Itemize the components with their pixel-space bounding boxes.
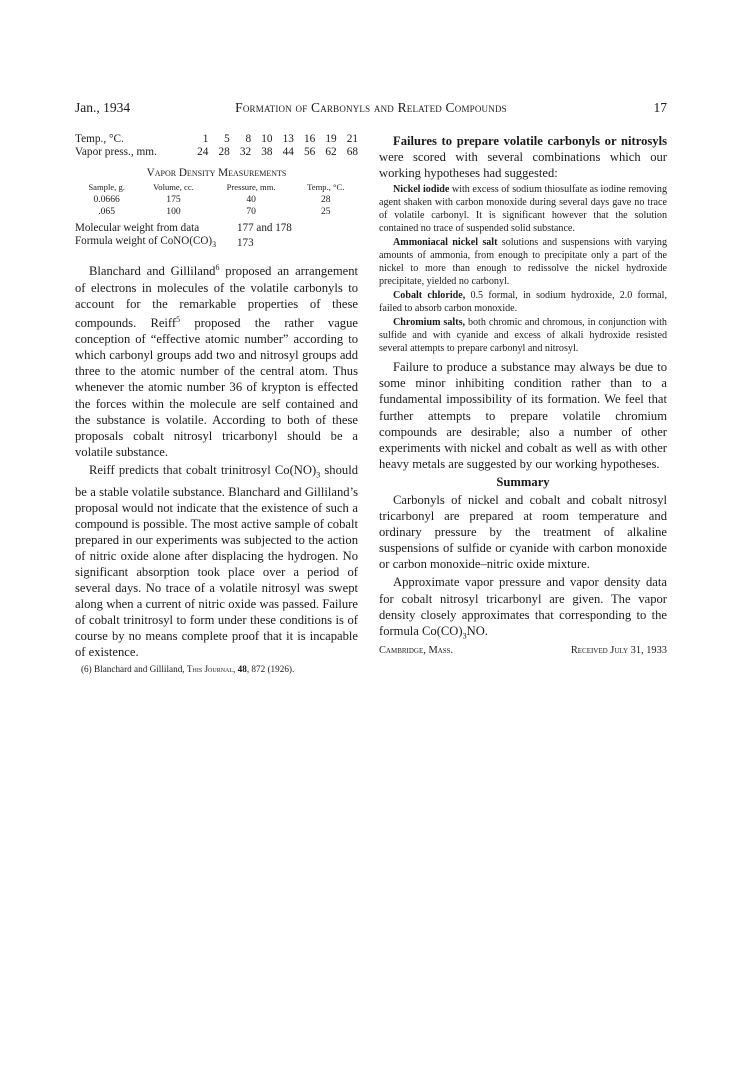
signature-place: Cambridge, Mass. [379, 645, 454, 657]
pressure-cell: 62 [325, 146, 337, 158]
table-cell: 28 [320, 194, 331, 205]
pressure-cell: 28 [218, 146, 230, 158]
summary-heading: Summary [496, 474, 550, 489]
summary-paragraph-2: Approximate vapor pressure and vapor density data for cobalt nitrosyl tricarbonyl are given. The vapor density closely approximates that corresponding to the formula $Co(CO)_3NO$. [379, 575, 667, 641]
table-cell: 175 [166, 194, 181, 205]
table-cell: 100 [166, 206, 181, 217]
pressure-cell: 68 [346, 146, 358, 158]
list-item: Chromium salts, both chromic and chromous, in conjunction with sulfide and with cyanide and excess of alkali hydroxide resisted several attempts to prepare carbonyl and nitrosyl. [379, 317, 667, 355]
header-date: Jan., 1934 [75, 100, 131, 115]
vapor-pressure-table [75, 133, 358, 159]
list-item: Nickel iodide with excess of sodium thiosulfate as iodine removing agent shaken with carbon monoxide during several days gave no trace of volatile carbonyl. It is significant however that the solution contained no trace of suspended solid substance. [379, 184, 667, 235]
table-cell: 40 [246, 194, 256, 205]
paragraph-failure-produce: Failure to produce a substance may always be due to some minor inhibiting condition rather than to a fundamental impossibility of its formation. We feel that further attempts to prepare volatile chromium compounds are desirable; also a number of other experiments with nickel and cobalt as well as with other heavy metals are suggested by our working hypotheses. [379, 360, 667, 471]
table-row [75, 235, 292, 252]
pressure-cell: 38 [261, 146, 273, 158]
mw-label: Molecular weight from data [75, 222, 200, 234]
paragraph-failures: Failures to prepare volatile carbonyls or nitrosyls were scored with several combinations which our working hypotheses had suggested: [379, 134, 667, 181]
pressure-cell: 56 [303, 146, 316, 158]
pressure-cell: 24 [197, 146, 209, 158]
page-number: 17 [653, 100, 667, 115]
column-header: Sample, g. [88, 182, 125, 192]
footnote: (6) Blanchard and Gilliland, This Journal, 48, 872 (1926). [81, 663, 295, 674]
table-cell: .065 [98, 206, 116, 217]
pressure-label: Vapor press., mm. [75, 146, 157, 158]
table-cell: 70 [246, 206, 256, 217]
running-header [75, 100, 667, 116]
right-column [379, 133, 667, 658]
table-row [75, 194, 358, 206]
vapor-density-table [75, 181, 358, 218]
temp-cell: 19 [325, 133, 337, 145]
temp-cell: 1 [202, 133, 209, 145]
signature-line [379, 644, 667, 658]
table-cell: 25 [320, 206, 331, 217]
paragraph-blanchard: Blanchard and Gilliland$^6$ proposed an arrangement of electrons in molecules of the volatile carbonyls to account for the remarkable properties of these compounds. Reiff$^5$ proposed the rather vague conception of “effective atomic number” according to which carbonyl groups add two and nitrosyl groups add three to the atomic number of the central atom. Thus whenever the atomic number 36 of krypton is effected the forces within the molecule are self contained and the substance is volatile. According to both of these proposals cobalt nitrosyl tricarbonyl should be a volatile substance. [75, 263, 358, 459]
pressure-cell: 44 [282, 146, 294, 158]
mw-value: 177 and 178 [237, 222, 292, 234]
temp-cell: 21 [346, 133, 358, 145]
fw-value: 173 [237, 236, 254, 249]
temp-cell: 5 [224, 133, 230, 145]
list-item: Ammoniacal nickel salt solutions and suspensions with varying amounts of ammonia, from enough to precipitate only a part of the nickel to more than enough to redissolve the nickel hydroxide precipitate, yielded no carbonyl. [379, 237, 667, 288]
temp-cell: 8 [245, 133, 252, 145]
summary-paragraph-1: Carbonyls of nickel and cobalt and cobalt nitrosyl tricarbonyl are prepared at room temperature and ordinary pressure by the treatment of alkaline suspensions of sulfide or cyanide with carbon monoxide or carbon monoxide–nitric oxide mixture. [379, 492, 667, 572]
paragraph-reiff: Reiff predicts that cobalt trinitrosyl $Co(NO)_3$ should be a stable volatile substance. Blanchard and Gilliland’s proposal would not indicate that the existence of such a compound is possible. The most active sample of cobalt prepared in our experiments was subjected to the action of nitric oxide alone after displacing the hydrogen. No significant absorption took place over a period of several days. No trace of a volatile nitrosyl was swept along when a current of nitric oxide was passed. Failure of cobalt trinitrosyl to form under these conditions is of course by no means complete proof that it is incapable of existence. [75, 462, 358, 660]
temp-cell: 10 [261, 133, 273, 145]
temp-cell: 16 [303, 133, 316, 145]
table-row [75, 206, 358, 218]
molecular-weight-table [75, 222, 292, 251]
temp-row [75, 133, 358, 146]
table-row [75, 222, 292, 235]
temp-cell: 13 [282, 133, 294, 145]
column-header: Temp., °C. [307, 182, 345, 192]
vapor-density-title: Vapor Density Measurements [146, 167, 287, 179]
left-column [75, 133, 358, 675]
pressure-row [75, 146, 358, 159]
fw-label: Formula weight of $CoNO(CO)_3$ [75, 234, 217, 249]
list-item: Cobalt chloride, 0.5 formal, in sodium hydroxide, 2.0 formal, failed to absorb carbon monoxide. [379, 290, 667, 315]
table-cell: 0.0666 [93, 194, 120, 205]
column-header: Volume, cc. [153, 182, 194, 192]
column-header: Pressure, mm. [226, 182, 276, 192]
pressure-cell: 32 [239, 146, 252, 158]
temp-label: Temp., °C. [75, 133, 124, 145]
header-title: Formation of Carbonyls and Related Compounds [235, 100, 507, 115]
table-header-row [75, 181, 358, 194]
signature-received: Received July 31, 1933 [570, 645, 667, 657]
